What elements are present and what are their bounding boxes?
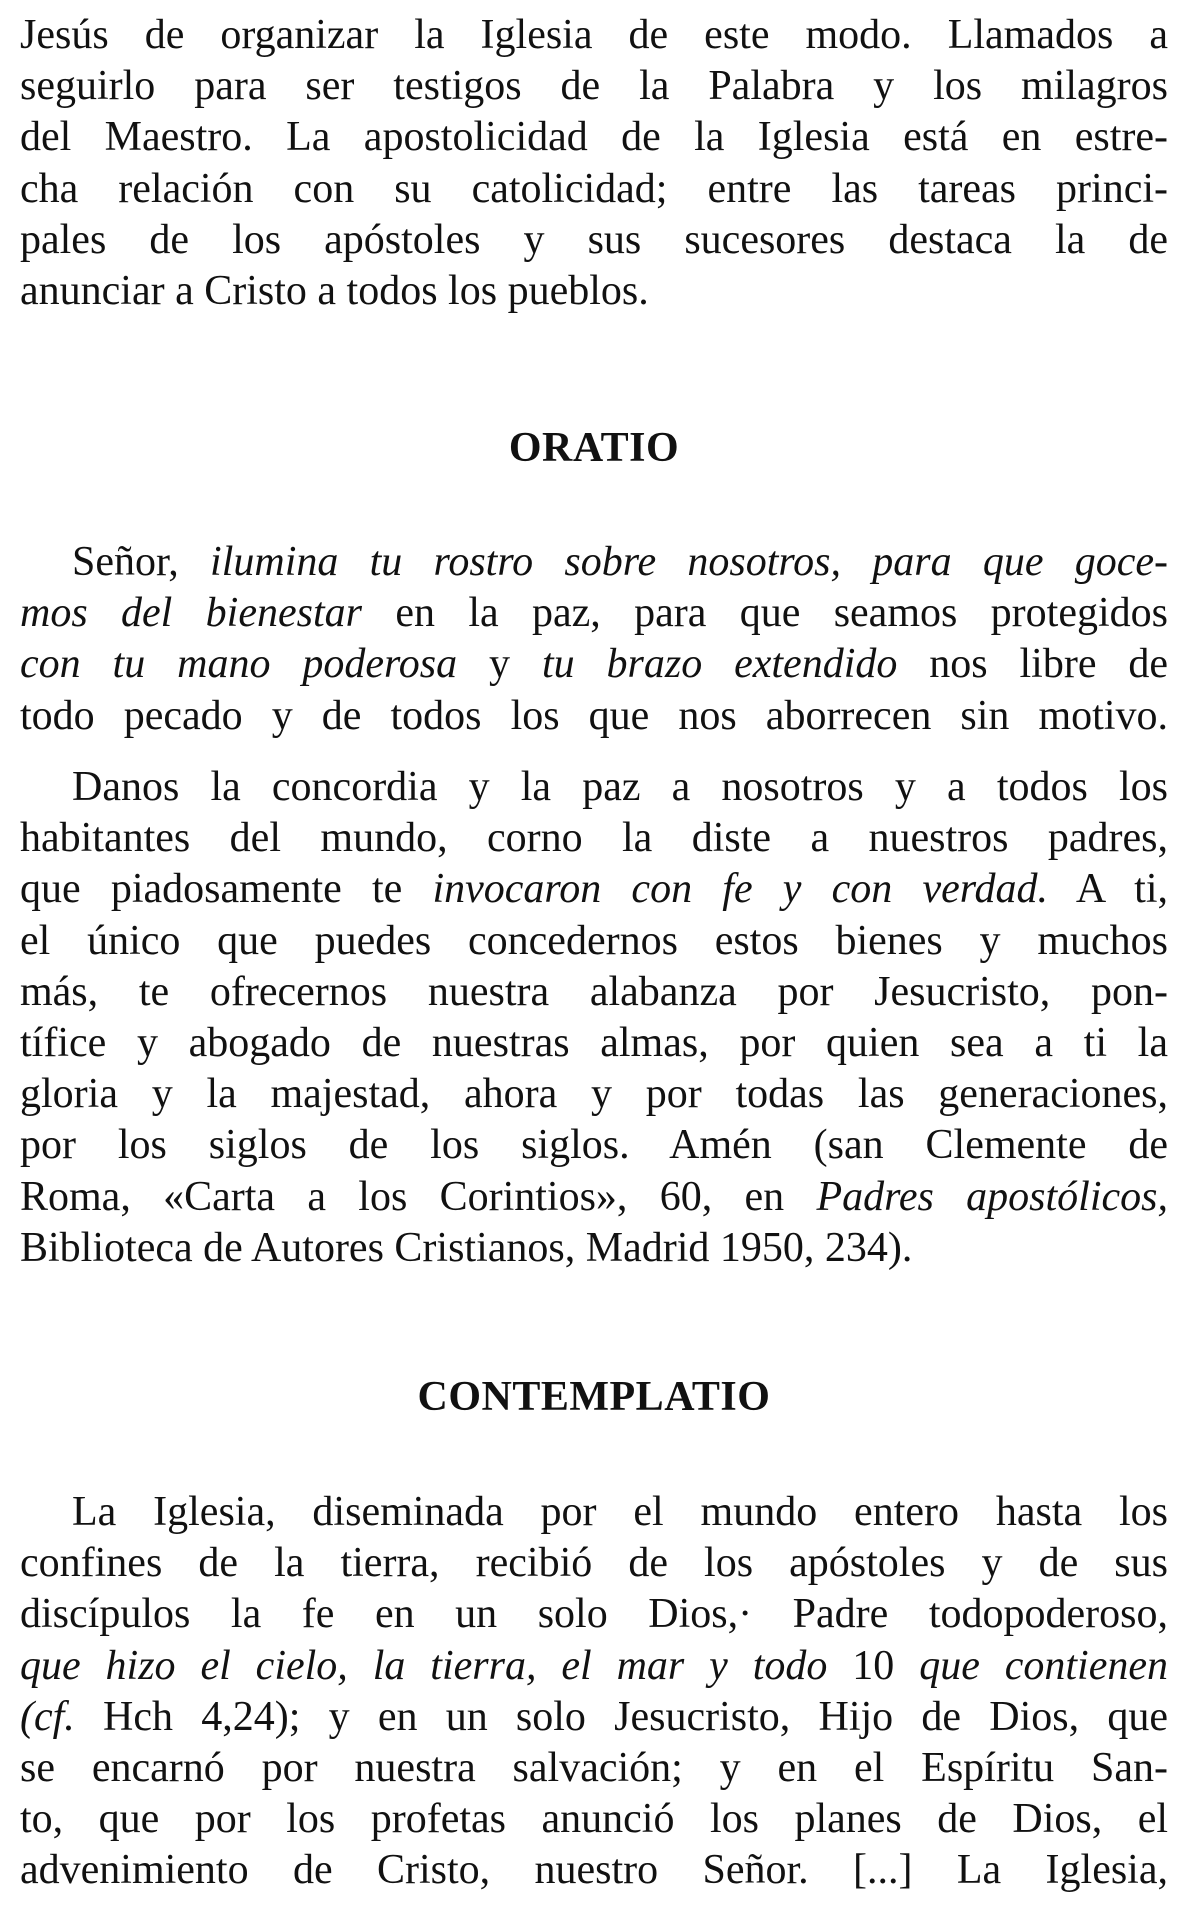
section-heading-oratio: ORATIO	[508, 425, 680, 471]
oratio-line	[20, 864, 1168, 915]
oratio-paragraph-2	[20, 762, 1168, 1274]
italic-run: mos del bienestar	[20, 590, 362, 637]
oratio-line	[20, 588, 1168, 639]
italic-run: tu brazo extendido	[541, 641, 898, 688]
contemplatio-line: confines de la tierra, recibió de los apóstoles y de sus	[20, 1540, 1168, 1587]
intro-line: pales de los apóstoles y sus sucesores destaca la de	[20, 216, 1168, 263]
text-run: y	[457, 641, 542, 688]
oratio-line	[20, 537, 1168, 588]
contemplatio-line: discípulos la fe en un solo Dios,· Padre todopoderoso,	[20, 1591, 1168, 1638]
intro-line: del Maestro. La apostolicidad de la Iglesia está en estre-	[20, 114, 1168, 161]
oratio-line	[20, 639, 1168, 690]
intro-line: Jesús de organizar la Iglesia de este modo. Llamados a	[20, 12, 1168, 58]
intro-paragraph	[20, 10, 1168, 317]
contemplatio-line	[20, 1487, 1168, 1538]
text-run: A ti,	[1048, 866, 1168, 913]
text-run: Señor,	[72, 539, 211, 585]
intro-line: anunciar a Cristo a todos los pueblos.	[20, 268, 649, 315]
oratio-paragraph-1	[20, 537, 1168, 742]
text-run: 10	[827, 1642, 920, 1689]
contemplatio-paragraph	[20, 1487, 1168, 1897]
text-run: en la paz, para que seamos protegidos	[361, 590, 1168, 637]
intro-line: cha relación con su catolicidad; entre las tareas princi-	[20, 165, 1168, 212]
italic-run: con tu mano poderosa	[20, 641, 458, 688]
text-run: nos libre de	[897, 641, 1168, 688]
italic-run: que contienen	[919, 1642, 1168, 1689]
oratio-line: por los siglos de los siglos. Amén (san Clemente de	[20, 1122, 1168, 1169]
italic-run: (cf.	[20, 1693, 75, 1740]
oratio-line: todo pecado y de todos los que nos aborrecen sin motivo.	[20, 692, 1168, 739]
contemplatio-line	[20, 1692, 1168, 1743]
oratio-line: tífice y abogado de nuestras almas, por quien sea a ti la	[20, 1020, 1168, 1067]
text-run: que piadosamente te	[20, 866, 433, 913]
oratio-line: habitantes del mundo, corno la diste a nuestros padres,	[20, 815, 1168, 862]
oratio-line: más, te ofrecernos nuestra alabanza por Jesucristo, pon-	[20, 968, 1168, 1015]
text-run: Danos la concordia y la paz a nosotros y a todos los	[72, 764, 1168, 810]
oratio-line	[20, 762, 1168, 813]
contemplatio-line: advenimiento de Cristo, nuestro Señor. [...] La Iglesia,	[20, 1847, 1168, 1894]
text-run: Roma, «Carta a los Corintios», 60, en	[20, 1173, 817, 1220]
oratio-line: gloria y la majestad, ahora y por todas las generaciones,	[20, 1071, 1168, 1118]
contemplatio-line: se encarnó por nuestra salvación; y en el Espíritu San-	[20, 1745, 1168, 1792]
italic-run: Padres apostólicos,	[816, 1173, 1168, 1220]
italic-run: invocaron con fe y con verdad.	[432, 866, 1049, 913]
contemplatio-line	[20, 1641, 1168, 1692]
contemplatio-line: to, que por los profetas anunció los planes de Dios, el	[20, 1796, 1168, 1843]
text-run: La Iglesia, diseminada por el mundo entero hasta los	[72, 1489, 1168, 1535]
intro-line: seguirlo para ser testigos de la Palabra y los milagros	[20, 63, 1168, 110]
italic-run: que hizo el cielo, la tierra, el mar y todo	[20, 1642, 828, 1689]
oratio-line	[20, 1172, 1168, 1223]
text-run: Hch 4,24); y en un solo Jesucristo, Hijo de Dios, que	[74, 1693, 1168, 1740]
italic-run: ilumina tu rostro sobre nosotros, para que goce-	[210, 539, 1168, 585]
section-heading-contemplatio: CONTEMPLATIO	[417, 1374, 771, 1420]
oratio-line: el único que puedes concedernos estos bienes y muchos	[20, 917, 1168, 964]
oratio-line: Biblioteca de Autores Cristianos, Madrid 1950, 234).	[20, 1224, 913, 1271]
